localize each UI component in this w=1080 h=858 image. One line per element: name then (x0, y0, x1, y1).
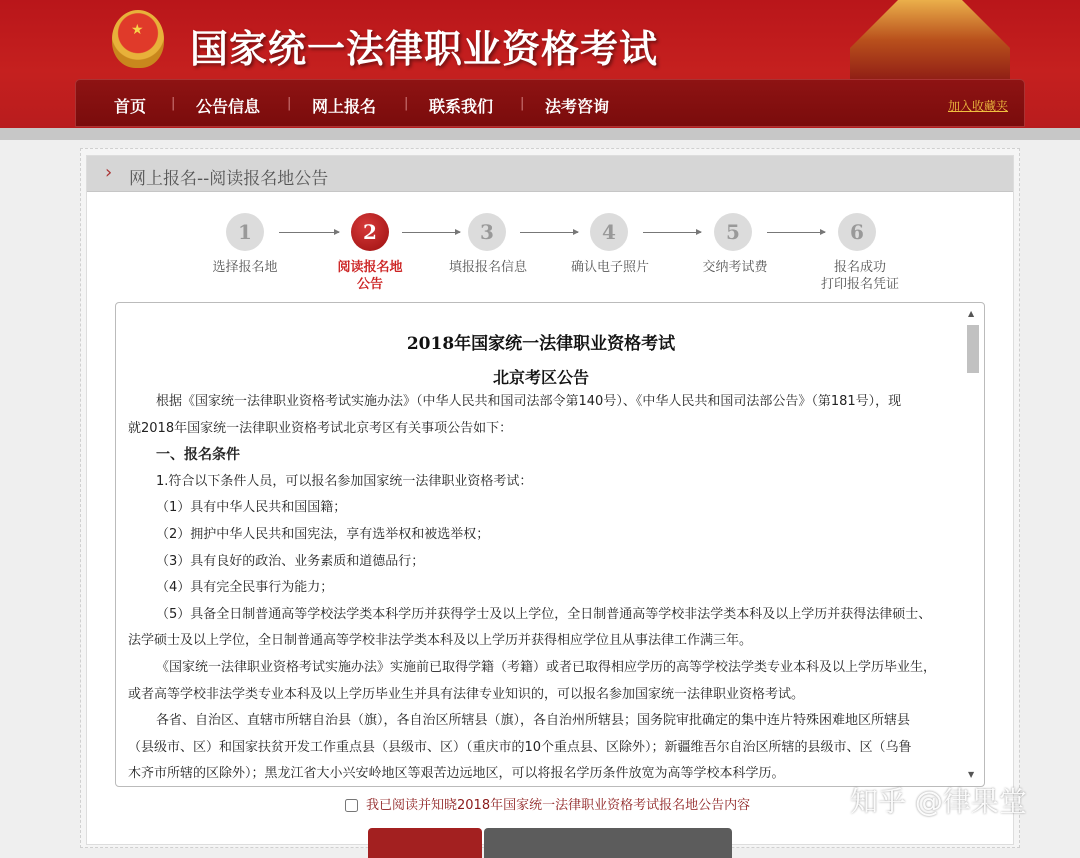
text-line: 木齐市所辖的区除外）；黑龙江省大小兴安岭地区等艰苦边远地区，可以将报名学历条件放宽为高等学校本科学历。 (128, 766, 785, 782)
announcement-subtitle: 北京考区公告 (492, 368, 589, 387)
agree-checkbox-row[interactable] (345, 794, 750, 813)
arrow-right-icon (402, 232, 460, 233)
step-2-label-line1: 阅读报名地 (337, 260, 403, 275)
text-line: 或者高等学校非法学类专业本科及以上学历毕业生并具有法律专业知识的，可以报名参加国家统一法律职业资格考试。 (128, 686, 805, 702)
nav-separator: | (171, 96, 176, 111)
step-2-active: 2 (351, 213, 389, 251)
text-line: 各省、自治区、直辖市所辖自治县（旗），各自治区所辖县（旗），各自治州所辖县；国务院审批确定的集中连片特殊困难地区所辖县 (156, 713, 911, 729)
arrow-right-icon (643, 232, 701, 233)
nav-announcements[interactable]: 公告信息 (196, 97, 261, 116)
step-2-label-line2: 公告 (356, 277, 383, 292)
nav-separator: | (404, 96, 409, 111)
text-line: （1）具有中华人民共和国国籍； (156, 500, 347, 516)
watermark: 知乎 @律果堂 (850, 785, 1027, 818)
step-6-label-line2: 打印报名凭证 (820, 277, 899, 292)
text-line: 根据《国家统一法律职业资格考试实施办法》（中华人民共和国司法部令第140号）、《中华人民共和国司法部公告》（第181号），现 (156, 394, 902, 409)
step-6-label-line1: 报名成功 (833, 260, 886, 275)
text-line: （3）具有良好的政治、业务素质和道德品行； (156, 553, 425, 569)
scrollbar-thumb[interactable] (967, 325, 979, 373)
arrow-right-icon (279, 232, 339, 233)
text-line: 1.符合以下条件人员，可以报名参加国家统一法律职业资格考试： (156, 473, 533, 489)
divider (0, 128, 1080, 140)
tiananmen-image (850, 0, 1010, 80)
scroll-up-icon[interactable]: ▲ (968, 309, 975, 318)
announcement-box[interactable] (115, 302, 985, 787)
step-6-label (800, 259, 920, 293)
step-1-label: 选择报名地 (212, 260, 278, 275)
add-favorite-link[interactable]: 加入收藏夹 (947, 99, 1008, 113)
nav-consult[interactable]: 法考咨询 (545, 97, 610, 116)
text-line: （5）具备全日制普通高等学校法学类本科学历并获得学士及以上学位，全日制普通高等学校非法学类本科及以上学历并获得法律硕士、 (156, 606, 932, 622)
nav-separator: | (520, 96, 525, 111)
arrow-right-icon (520, 232, 578, 233)
chevron-right-icon: › (105, 162, 113, 183)
text-line: 《国家统一法律职业资格考试实施办法》实施前已取得学籍（考籍）或者已取得相应学历的高等学校法学类专业本科及以上学历毕业生， (156, 659, 937, 675)
secondary-button[interactable] (484, 828, 732, 858)
main-nav (75, 79, 1025, 127)
agree-checkbox[interactable] (345, 799, 358, 812)
step-3: 3 (468, 213, 506, 251)
step-5-label: 交纳考试费 (702, 260, 768, 275)
announcement-title: 2018年国家统一法律职业资格考试 (406, 334, 676, 354)
site-header (0, 0, 1080, 130)
step-4: 4 (590, 213, 628, 251)
announcement-body (128, 389, 958, 787)
primary-button[interactable] (368, 828, 482, 858)
step-3-label: 填报报名信息 (448, 260, 527, 275)
text-line: 就2018年国家统一法律职业资格考试北京考区有关事项公告如下： (128, 420, 513, 436)
nav-separator: | (287, 96, 292, 111)
national-emblem-icon: ★ (112, 10, 164, 68)
panel-header (87, 156, 1013, 192)
site-title: 国家统一法律职业资格考试 (190, 27, 659, 71)
text-line: （4）具有完全民事行为能力； (156, 580, 334, 596)
panel-title: 网上报名--阅读报名地公告 (129, 169, 329, 189)
scroll-down-icon[interactable]: ▼ (968, 770, 975, 779)
nav-home[interactable]: 首页 (114, 97, 147, 116)
step-4-label: 确认电子照片 (570, 260, 649, 275)
text-line: （县级市、区）和国家扶贫开发工作重点县（县级市、区）（重庆市的10个重点县、区除外）；新疆维吾尔自治区所辖的县级市、区（乌鲁 (128, 739, 912, 755)
step-2-label (310, 259, 430, 293)
agree-label: 我已阅读并知晓2018年国家统一法律职业资格考试报名地公告内容 (366, 798, 751, 813)
text-line: 法学硕士及以上学位，全日制普通高等学校非法学类本科及以上学历并获得相应学位且从事法律工作满三年。 (128, 633, 753, 649)
nav-online-registration[interactable]: 网上报名 (312, 97, 377, 116)
step-1: 1 (226, 213, 264, 251)
step-6: 6 (838, 213, 876, 251)
step-5: 5 (714, 213, 752, 251)
scrollbar[interactable] (966, 309, 980, 779)
text-line: （2）拥护中华人民共和国宪法，享有选举权和被选举权； (156, 526, 490, 542)
nav-contact[interactable]: 联系我们 (429, 97, 494, 116)
section-heading: 一、报名条件 (156, 447, 240, 464)
arrow-right-icon (767, 232, 825, 233)
